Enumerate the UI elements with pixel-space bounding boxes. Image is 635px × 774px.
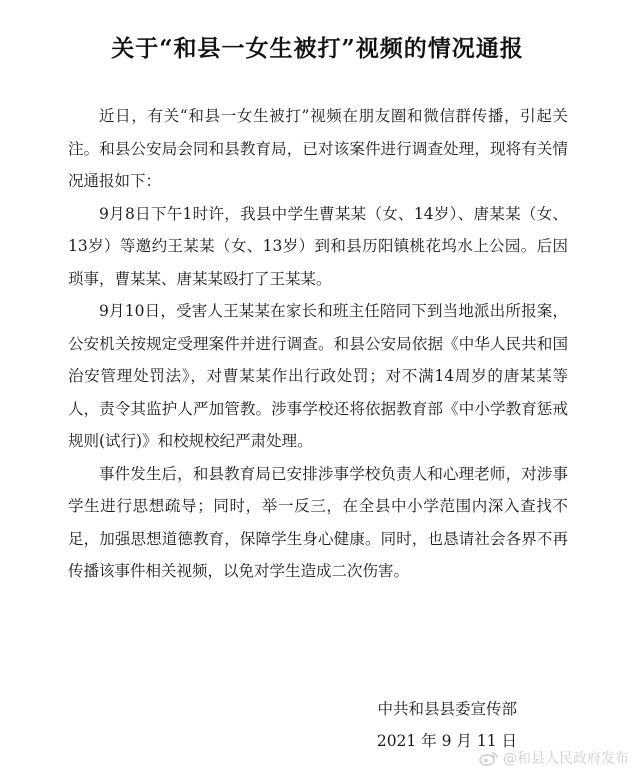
issue-date: 2021 年 9 月 11 日 [376,732,517,750]
weibo-icon [479,750,499,766]
paragraph: 9月10日，受害人王某某在家长和班主任陪同下到当地派出所报案，公安机关按规定受理案件并进行调查。和县公安局依据《中华人民共和国治安管理处罚法》，对曹某某作出行政处罚；对不满14周岁的唐某某等人，责令其监护人严加管教。涉事学校还将依据教育部《中小学教育惩戒规则(试行)》和校规校纪严肃处理。 [68,302,568,450]
issuer-name: 中共和县县委宣传部 [377,700,517,718]
paragraph: 事件发生后，和县教育局已安排涉事学校负责人和心理老师，对涉事学生进行思想疏导；同时，举一反三，在全县中小学范围内深入查找不足，加强思想道德教育，保障学生身心健康。同时，也恳请社会各界不再传播该事件相关视频，以免对学生造成二次伤害。 [68,464,568,580]
paragraph: 9月8日下午1时许，我县中学生曹某某（女、14岁）、唐某某（女、13岁）等邀约王某某（女、13岁）到和县历阳镇桃花坞水上公园。后因琐事，曹某某、唐某某殴打了王某某。 [68,204,568,288]
watermark [479,748,629,768]
paragraph: 近日，有关“和县一女生被打”视频在朋友圈和微信群传播，引起关注。和县公安局会同和县教育局，已对该案件进行调查处理，现将有关情况通报如下： [68,107,568,190]
page-title: 关于“和县一女生被打”视频的情况通报 [111,35,524,62]
watermark-text: @和县人民政府发布 [503,751,629,767]
notice-body [68,100,568,588]
